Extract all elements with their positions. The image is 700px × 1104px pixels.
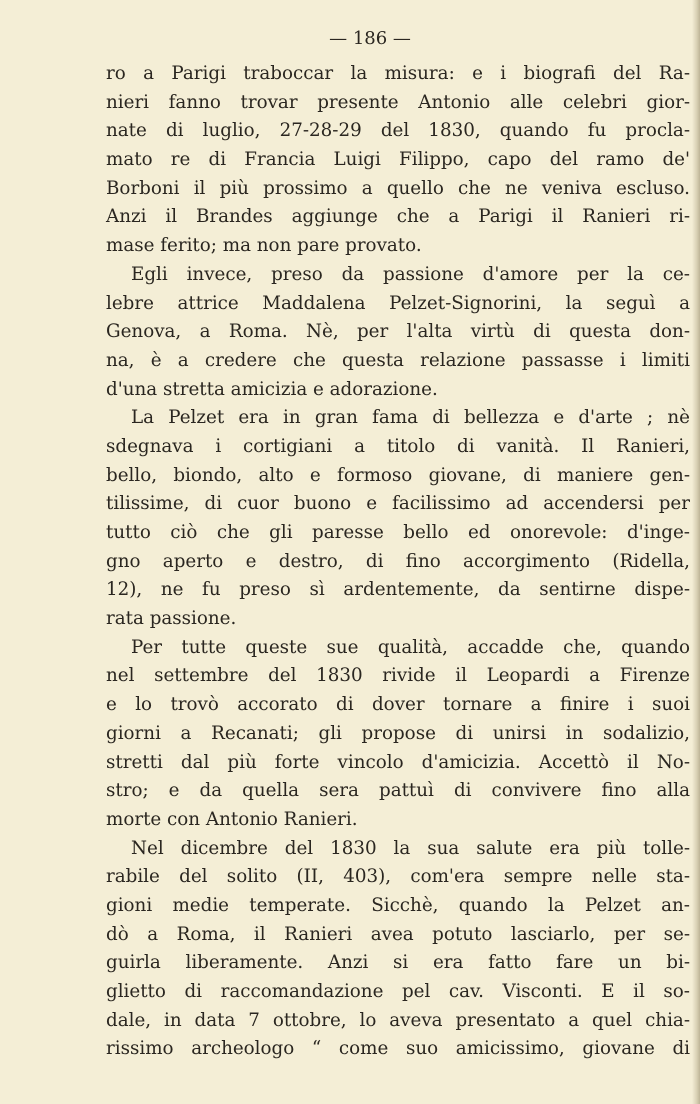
text-line: stro; e da quella sera pattuì di convivere fino alla bbox=[106, 780, 690, 802]
text-line: na, è a credere che questa relazione passasse i limiti bbox=[106, 349, 690, 371]
paragraph bbox=[106, 634, 690, 835]
text-line: dò a Roma, il Ranieri avea potuto lasciarlo, per se- bbox=[106, 923, 690, 945]
text-line: giorni a Recanati; gli propose di unirsi in sodalizio, bbox=[106, 722, 690, 744]
text-line: Egli invece, preso da passione d'amore per la ce- bbox=[131, 263, 690, 285]
text-line: e lo trovò accorato di dover tornare a finire i suoi bbox=[106, 694, 690, 716]
text-line: nieri fanno trovar presente Antonio alle celebri gior- bbox=[106, 91, 690, 113]
paragraph bbox=[106, 60, 690, 261]
text-line: nel settembre del 1830 rivide il Leopardi a Firenze bbox=[106, 665, 690, 687]
text-line: stretti dal più forte vincolo d'amicizia. Accettò il No- bbox=[106, 751, 690, 773]
text-line: rabile del solito (II, 403), com'era sempre nelle sta- bbox=[106, 866, 690, 888]
text-line: tilissime, di cuor buono e facilissimo ad accendersi per bbox=[106, 493, 690, 515]
text-line: lebre attrice Maddalena Pelzet-Signorini, la seguì a bbox=[106, 292, 690, 314]
text-line: Per tutte queste sue qualità, accadde che, quando bbox=[131, 636, 690, 658]
text-line: 12), ne fu preso sì ardentemente, da sentirne dispe- bbox=[106, 579, 690, 601]
paragraph bbox=[106, 404, 690, 634]
text-line: guirla liberamente. Anzi si era fatto fare un bi- bbox=[106, 952, 690, 974]
text-line: bello, biondo, alto e formoso giovane, di maniere gen- bbox=[106, 464, 690, 486]
text-line: Anzi il Brandes aggiunge che a Parigi il Ranieri ri- bbox=[106, 206, 690, 228]
text-line: Borboni il più prossimo a quello che ne veniva escluso. bbox=[106, 177, 690, 199]
text-line: gioni medie temperate. Sicchè, quando la Pelzet an- bbox=[106, 894, 690, 916]
paragraph bbox=[106, 261, 690, 404]
text-line: tutto ciò che gli paresse bello ed onorevole: d'inge- bbox=[106, 522, 690, 543]
page-edge-shadow bbox=[692, 0, 700, 1104]
text-line: rissimo archeologo “ come suo amicissimo, giovane di bbox=[106, 1038, 690, 1060]
text-line: dale, in data 7 ottobre, lo aveva presentato a quel chia- bbox=[106, 1009, 690, 1031]
text-line: ro a Parigi traboccar la misura: e i biografi del Ra- bbox=[106, 63, 690, 84]
text-line: d'una stretta amicizia e adorazione. bbox=[106, 378, 438, 400]
page-number: — 186 — bbox=[329, 28, 411, 49]
text-line: morte con Antonio Ranieri. bbox=[106, 808, 358, 830]
text-line: sdegnava i cortigiani a titolo di vanità. Il Ranieri, bbox=[106, 435, 690, 457]
text-line: glietto di raccomandazione pel cav. Visconti. E il so- bbox=[106, 981, 690, 1002]
text-line: mato re di Francia Luigi Filippo, capo del ramo de' bbox=[106, 149, 690, 171]
text-line: rata passione. bbox=[106, 608, 237, 630]
body-text bbox=[106, 60, 690, 1064]
text-line: nate di luglio, 27-28-29 del 1830, quando fu procla- bbox=[106, 120, 690, 142]
text-line: gno aperto e destro, di fino accorgimento (Ridella, bbox=[106, 550, 690, 572]
text-line: Genova, a Roma. Nè, per l'alta virtù di questa don- bbox=[106, 321, 690, 343]
text-line: Nel dicembre del 1830 la sua salute era più tolle- bbox=[131, 837, 690, 859]
paragraph bbox=[106, 835, 690, 1065]
text-line: La Pelzet era in gran fama di bellezza e d'arte ; nè bbox=[131, 407, 690, 429]
text-line: mase ferito; ma non pare provato. bbox=[106, 235, 422, 257]
